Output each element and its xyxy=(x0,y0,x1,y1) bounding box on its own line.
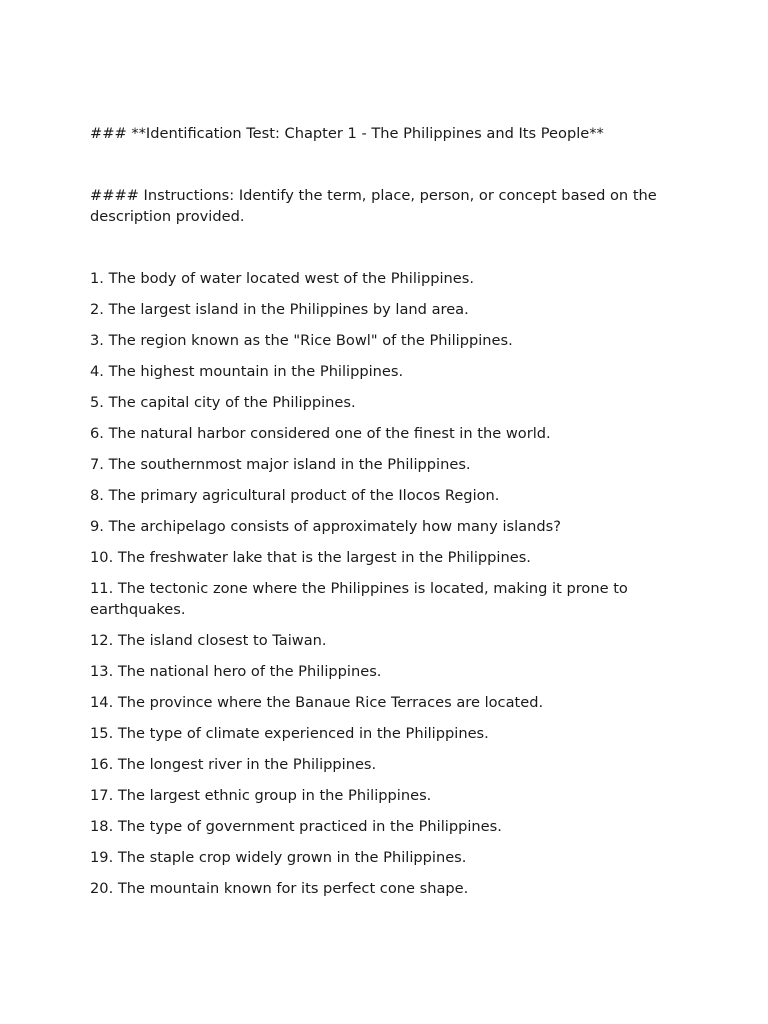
document-page xyxy=(90,123,690,909)
question-item: 12. The island closest to Taiwan. xyxy=(90,632,327,649)
question-item: 7. The southernmost major island in the Philippines. xyxy=(90,456,471,473)
question-item: 8. The primary agricultural product of the Ilocos Region. xyxy=(90,487,500,504)
question-item: 20. The mountain known for its perfect cone shape. xyxy=(90,880,469,897)
question-item: 13. The national hero of the Philippines. xyxy=(90,663,382,680)
question-item: 18. The type of government practiced in the Philippines. xyxy=(90,818,502,835)
question-item: 1. The body of water located west of the Philippines. xyxy=(90,270,474,287)
question-item: 2. The largest island in the Philippines by land area. xyxy=(90,301,469,318)
question-item: 11. The tectonic zone where the Philippines is located, making it prone to earthquakes. xyxy=(90,580,628,618)
question-item: 15. The type of climate experienced in the Philippines. xyxy=(90,725,489,742)
question-item: 19. The staple crop widely grown in the Philippines. xyxy=(90,849,467,866)
question-item: 6. The natural harbor considered one of the finest in the world. xyxy=(90,425,551,442)
question-item: 5. The capital city of the Philippines. xyxy=(90,394,356,411)
question-item: 16. The longest river in the Philippines. xyxy=(90,756,377,773)
question-item: 17. The largest ethnic group in the Philippines. xyxy=(90,787,432,804)
instructions-text: #### Instructions: Identify the term, place, person, or concept based on the description provided. xyxy=(90,187,657,225)
question-list xyxy=(90,268,690,899)
question-item: 9. The archipelago consists of approximately how many islands? xyxy=(90,518,561,535)
question-item: 10. The freshwater lake that is the largest in the Philippines. xyxy=(90,549,531,566)
question-item: 14. The province where the Banaue Rice Terraces are located. xyxy=(90,694,544,711)
question-item: 3. The region known as the "Rice Bowl" of the Philippines. xyxy=(90,332,513,349)
question-item: 4. The highest mountain in the Philippines. xyxy=(90,363,404,380)
document-title: ### **Identification Test: Chapter 1 - The Philippines and Its People** xyxy=(90,125,604,142)
